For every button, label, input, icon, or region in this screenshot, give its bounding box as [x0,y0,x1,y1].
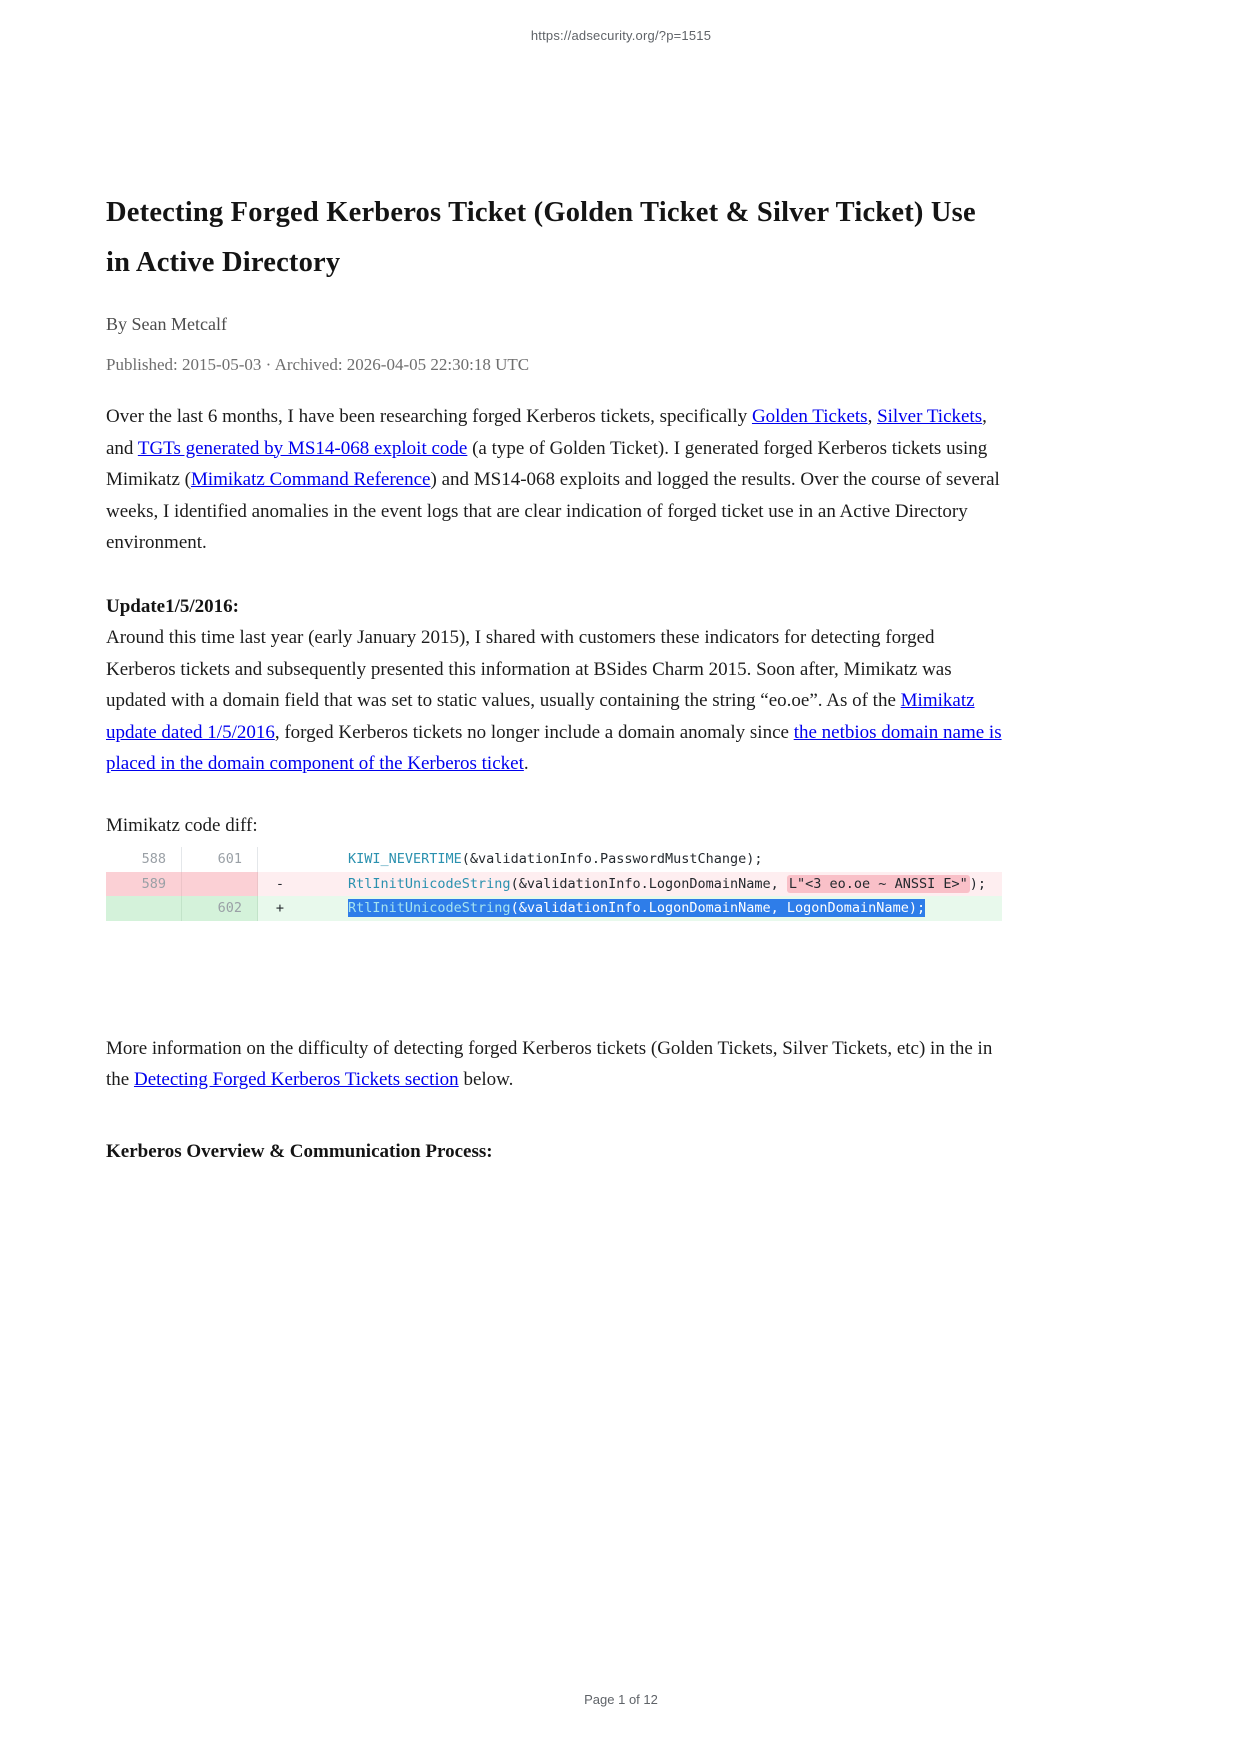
paragraph-text: More information on the difficulty of detecting forged Kerberos tickets (Golden Tickets, Silver Tickets, etc) in the in the [106,1037,993,1091]
diff-sign-plus: + [275,900,285,917]
update-heading: Update1/5/2016: [106,595,239,617]
code-text: (&validationInfo.LogonDomainName, [510,875,787,892]
link-ms14-068-exploit[interactable]: TGTs generated by MS14-068 exploit code [137,437,468,459]
paragraph-text: below. [458,1069,514,1091]
link-golden-tickets[interactable]: Golden Tickets [751,406,868,427]
paragraph-text: , [867,406,878,427]
paragraph-text: Over the last 6 months, I have been researching forged Kerberos tickets, specifically [106,406,752,427]
intro-paragraph [106,401,1002,559]
diff-line-number-right [182,872,258,897]
diff-line-number-right: 602 [182,896,258,921]
diff-line-number-left: 588 [106,847,182,872]
diff-line-number-left: 589 [106,872,182,897]
diff-row-context [106,847,1002,872]
link-netbios-domain-name[interactable]: the netbios domain name is placed in the domain component of the Kerberos ticket [106,721,1002,774]
diff-code-line [302,896,1002,921]
paragraph-text: (a type of Golden Ticket). I generated forged Kerberos tickets using Mimikatz ( [106,437,988,490]
selected-code-text[interactable] [348,899,925,917]
more-info-paragraph [106,1033,1002,1096]
article-content [106,188,1002,1167]
paragraph-text: ) and MS14-068 exploits and logged the results. Over the course of several weeks, I identified anomalies in the event logs that are clear indication of forged ticket use in an Active Directory environment. [106,469,1000,553]
link-silver-tickets[interactable]: Silver Tickets [877,406,983,427]
code-function-name: RtlInitUnicodeString [348,900,511,917]
paragraph-text: , forged Kerberos tickets no longer include a domain anomaly since [274,721,794,743]
diff-row-addition [106,896,1002,921]
link-mimikatz-command-reference[interactable]: Mimikatz Command Reference [190,469,431,490]
mimikatz-code-diff [106,847,1002,921]
diff-sign [258,847,302,872]
deleted-string-highlight: L"<3 eo.oe ~ ANSSI E>" [788,875,968,892]
code-text: ); [969,875,986,892]
diff-code-line [302,847,1002,872]
diff-sign-minus: - [275,875,285,892]
code-text: (&validationInfo.LogonDomainName, LogonDomainName); [510,900,926,917]
published-archived-line: Published: 2015-05-03 · Archived: 2026-04-05 22:30:18 UTC [106,355,530,374]
kerberos-overview-heading: Kerberos Overview & Communication Process: [106,1140,493,1162]
code-text: (&validationInfo.PasswordMustChange); [461,851,763,867]
diff-code-line [302,872,1002,897]
paragraph-text: , and [106,406,987,459]
diff-row-deletion [106,872,1002,897]
code-diff-label: Mimikatz code diff: [106,814,258,836]
code-function-name: KIWI_NEVERTIME [348,851,462,867]
page-url: https://adsecurity.org/?p=1515 [530,28,712,43]
diff-line-number-right: 601 [182,847,258,872]
diff-line-number-left [106,896,182,921]
code-function-name: RtlInitUnicodeString [348,875,511,892]
page-title: Detecting Forged Kerberos Ticket (Golden Ticket & Silver Ticket) Use in Active Directory [106,197,976,278]
paragraph-text: Around this time last year (early January 2015), I shared with customers these indicators for detecting forged Kerberos tickets and subsequently presented this information at BSides Charm 2015. Soon after, Mimikatz was updated with a domain field that was set to static values, usually containing the string “eo.oe”. As of the [106,627,952,711]
link-detecting-forged-tickets-section[interactable]: Detecting Forged Kerberos Tickets section [133,1069,459,1091]
byline: By Sean Metcalf [106,314,227,334]
page-footer: Page 1 of 12 [584,1692,658,1707]
link-mimikatz-update[interactable]: Mimikatz update dated 1/5/2016 [106,690,975,743]
paragraph-text: . [523,753,529,774]
update-paragraph [106,622,1002,780]
